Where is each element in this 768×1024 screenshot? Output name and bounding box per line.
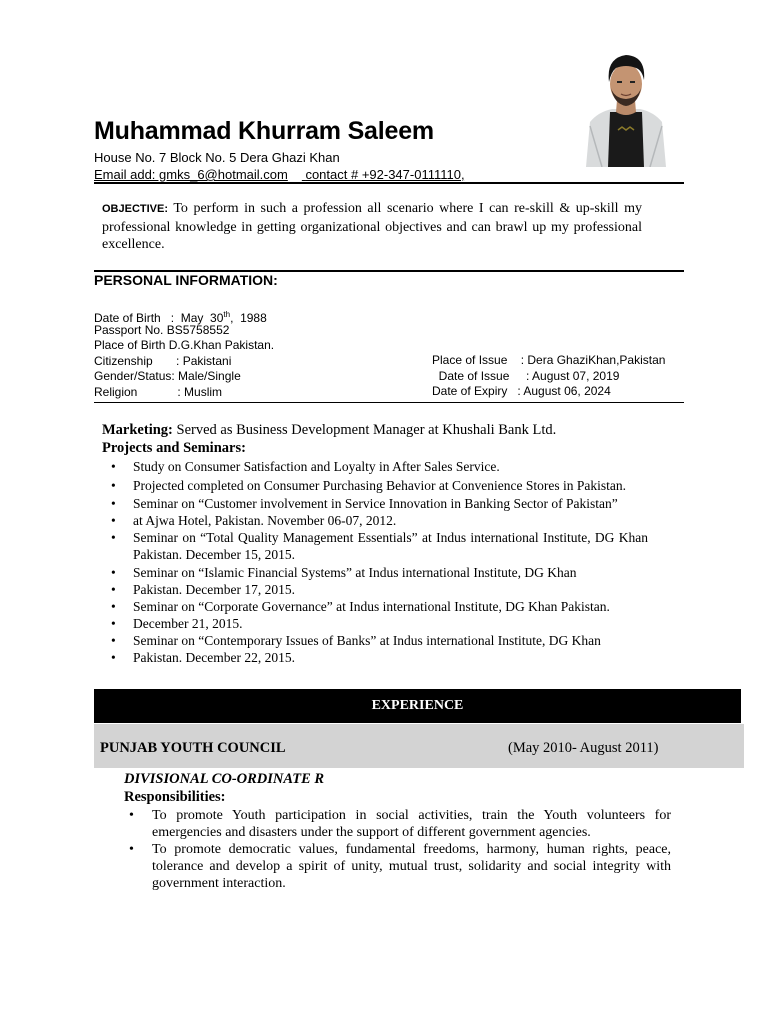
marketing-text: Served as Business Development Manager at Khushali Bank Ltd. — [172, 422, 557, 438]
list-item: • Study on Consumer Satisfaction and Loyalty in After Sales Service. — [108, 458, 648, 475]
list-item: • Seminar on “Total Quality Management Essentials” at Indus international Institute, DG Khan Pakistan. December 15, 2015. — [108, 529, 648, 563]
organization: PUNJAB YOUTH COUNCIL — [100, 740, 286, 756]
profile-photo — [584, 52, 668, 167]
list-item: • Projected completed on Consumer Purchasing Behavior at Convenience Stores in Pakistan. — [108, 477, 648, 494]
objective-section — [102, 200, 642, 254]
personal-info-right — [432, 353, 665, 400]
date-of-birth: Date of Birth : May 30th, 1988 — [94, 310, 267, 325]
list-item: • Seminar on “Corporate Governance” at Indus international Institute, DG Khan Pakistan. — [108, 598, 648, 615]
experience-row — [94, 724, 744, 768]
list-item: • To promote democratic values, fundamental freedoms, harmony, human rights, peace, tolerance and develop a spirit of unity, mutual trust, solidarity and social integrity with government interaction. — [129, 842, 671, 891]
place-of-issue: Place of Issue : Dera GhaziKhan,Pakistan — [432, 353, 666, 367]
projects-list — [108, 458, 648, 666]
address: House No. 7 Block No. 5 Dera Ghazi Khan — [94, 150, 340, 165]
personal-divider — [94, 402, 684, 403]
passport-number: Passport No. BS5758552 — [94, 322, 230, 337]
header-divider — [94, 182, 684, 184]
contact-line — [94, 167, 479, 182]
list-item: • at Ajwa Hotel, Pakistan. November 06-07, 2012. — [108, 512, 648, 529]
religion: Religion : Muslim — [94, 384, 223, 399]
date-of-expiry: Date of Expiry : August 06, 2024 — [432, 384, 611, 398]
responsibilities-list — [126, 807, 671, 892]
responsibilities-title: Responsibilities: — [124, 789, 226, 805]
place-of-birth: Place of Birth D.G.Khan Pakistan. — [94, 338, 275, 352]
candidate-name: Muhammad Khurram Saleem — [94, 117, 434, 145]
list-item: • Seminar on “Contemporary Issues of Banks” at Indus international Institute, DG Khan — [108, 632, 648, 649]
experience-heading: EXPERIENCE — [94, 689, 741, 723]
list-item: • December 21, 2015. — [108, 615, 648, 632]
marketing-line — [102, 422, 556, 439]
list-item: • Pakistan. December 22, 2015. — [108, 649, 648, 666]
objective-text: To perform in such a profession all scenario where I can re-skill & up-skill my professional knowledge in getting organizational objectives and can brawl up my professional excellence. — [102, 201, 642, 252]
marketing-label: Marketing: — [102, 422, 173, 438]
projects-title: Projects and Seminars: — [102, 440, 246, 456]
gender-status: Gender/Status: Male/Single — [94, 369, 241, 383]
list-item: • To promote Youth participation in social activities, train the Youth volunteers for emergencies and disasters under the support of different government agencies. — [129, 808, 671, 840]
objective-label: OBJECTIVE: — [102, 203, 169, 215]
job-role: DIVISIONAL CO-ORDINATE R — [124, 771, 325, 787]
personal-info-left — [94, 307, 274, 400]
employment-dates: (May 2010- August 2011) — [508, 740, 659, 756]
email: Email add: gmks_6@hotmail.com — [94, 167, 288, 182]
list-item: • Seminar on “Customer involvement in Service Innovation in Banking Sector of Pakistan” — [108, 495, 648, 512]
personal-info-heading: PERSONAL INFORMATION: — [94, 272, 278, 288]
list-item: • Seminar on “Islamic Financial Systems” at Indus international Institute, DG Khan — [108, 564, 648, 581]
list-item: • Pakistan. December 17, 2015. — [108, 581, 648, 598]
phone: contact # +92-347-0111110, — [305, 167, 465, 182]
citizenship: Citizenship : Pakistani — [94, 353, 232, 368]
date-of-issue: Date of Issue : August 07, 2019 — [432, 368, 620, 383]
